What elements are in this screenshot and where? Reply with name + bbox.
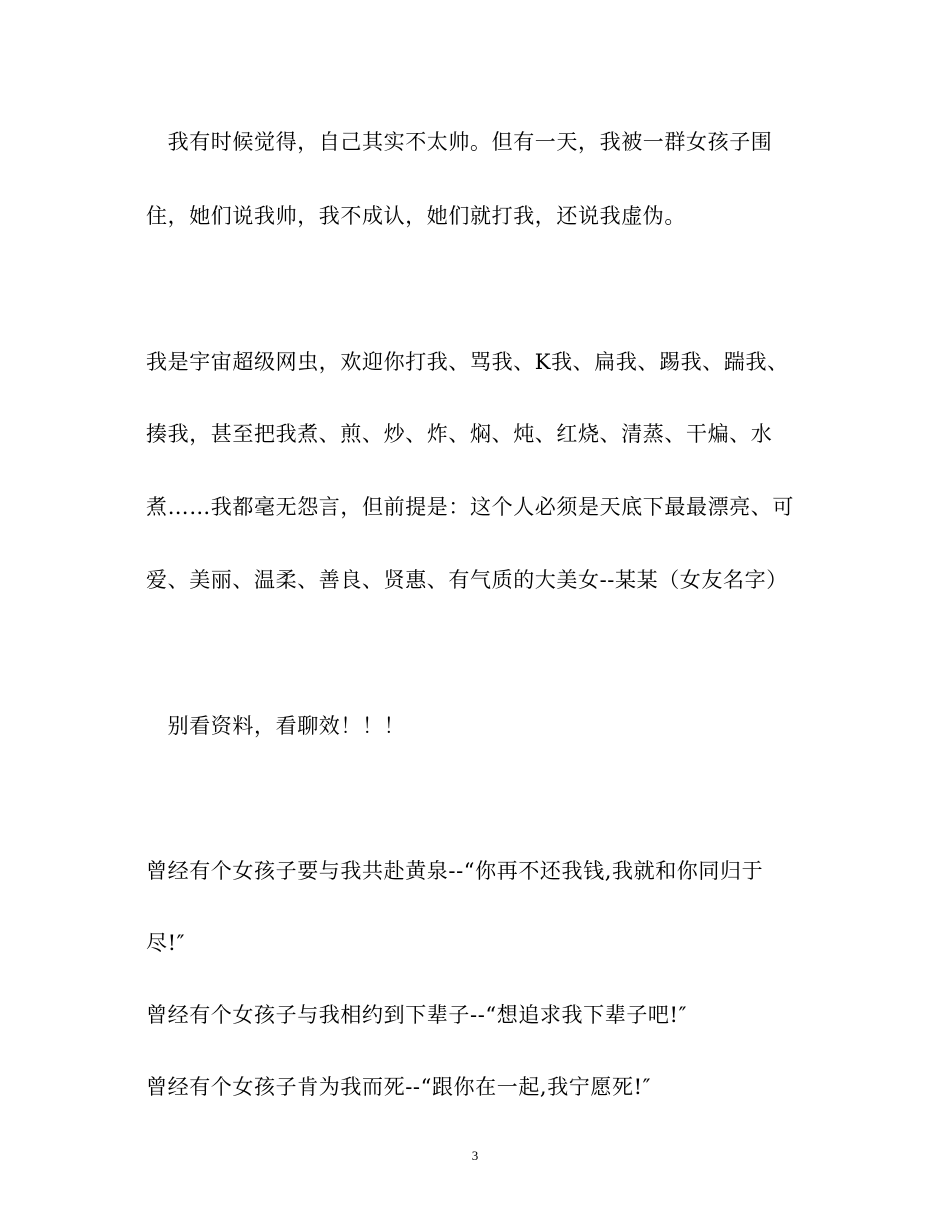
text-line: 尽!″ <box>146 931 186 955</box>
text-line: 住，她们说我帅，我不成认，她们就打我，还说我虚伪。 <box>146 204 686 228</box>
text-line: 揍我，甚至把我煮、煎、炒、炸、焖、炖、红烧、清蒸、干煸、水 <box>146 422 773 446</box>
text-line: 煮……我都毫无怨言，但前提是：这个人必须是天底下最最漂亮、可 <box>146 495 794 519</box>
text-line: 爱、美丽、温柔、善良、贤惠、有气质的大美女--某某（女友名字） <box>146 568 788 592</box>
text-line: 曾经有个女孩子肯为我而死--“跟你在一起,我宁愿死!″ <box>146 1075 652 1099</box>
text-line: 曾经有个女孩子与我相约到下辈子--“想追求我下辈子吧!″ <box>146 1003 688 1027</box>
text-line: 曾经有个女孩子要与我共赴黄泉--“你再不还我钱,我就和你同归于 <box>146 859 764 883</box>
text-line: 我是宇宙超级网虫，欢迎你打我、骂我、K我、扁我、踢我、踹我、 <box>146 350 789 374</box>
page-number: 3 <box>471 1148 479 1163</box>
text-line: 别看资料，看聊效！！！ <box>146 714 406 738</box>
text-line: 我有时候觉得，自己其实不太帅。但有一天，我被一群女孩子围 <box>146 130 773 154</box>
